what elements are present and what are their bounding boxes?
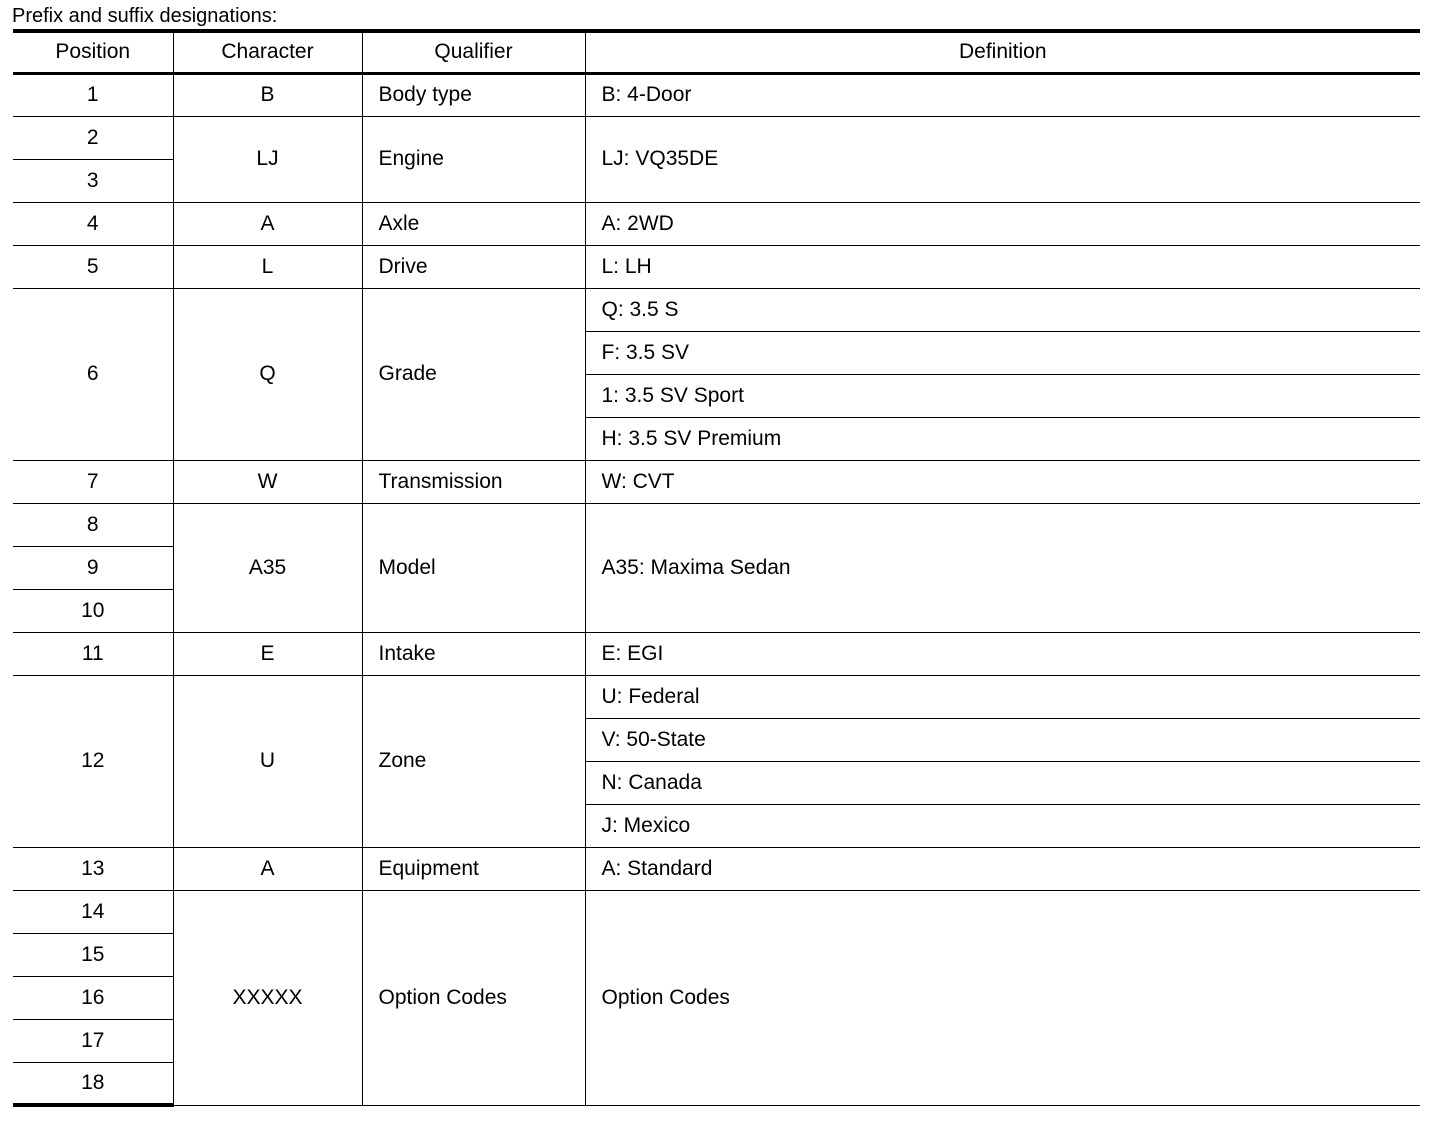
qualifier-cell: Axle	[362, 202, 585, 245]
definition-cell: A35: Maxima Sedan	[585, 503, 1420, 632]
position-cell: 18	[13, 1062, 173, 1105]
qualifier-cell: Drive	[362, 245, 585, 288]
table-row	[13, 503, 1420, 546]
qualifier-cell: Body type	[362, 73, 585, 116]
table-row	[13, 73, 1420, 116]
header-qualifier: Qualifier	[362, 31, 585, 73]
character-cell: E	[173, 632, 362, 675]
character-cell: A	[173, 847, 362, 890]
definition-cell: W: CVT	[585, 460, 1420, 503]
position-cell: 5	[13, 245, 173, 288]
character-cell: A	[173, 202, 362, 245]
table-row	[13, 288, 1420, 331]
definition-cell: U: Federal	[585, 675, 1420, 718]
vin-designation-table	[13, 29, 1420, 1107]
definition-cell: N: Canada	[585, 761, 1420, 804]
position-cell: 4	[13, 202, 173, 245]
qualifier-cell: Intake	[362, 632, 585, 675]
qualifier-cell: Zone	[362, 675, 585, 847]
definition-cell: 1: 3.5 SV Sport	[585, 374, 1420, 417]
header-row	[13, 31, 1420, 73]
table-row	[13, 675, 1420, 718]
qualifier-cell: Grade	[362, 288, 585, 460]
position-cell: 11	[13, 632, 173, 675]
position-cell: 10	[13, 589, 173, 632]
position-cell: 12	[13, 675, 173, 847]
qualifier-cell: Option Codes	[362, 890, 585, 1105]
qualifier-cell: Engine	[362, 116, 585, 202]
table-row	[13, 632, 1420, 675]
definition-cell: V: 50-State	[585, 718, 1420, 761]
qualifier-cell: Equipment	[362, 847, 585, 890]
table-row	[13, 890, 1420, 933]
definition-cell: Q: 3.5 S	[585, 288, 1420, 331]
definition-cell: B: 4-Door	[585, 73, 1420, 116]
definition-cell: H: 3.5 SV Premium	[585, 417, 1420, 460]
position-cell: 7	[13, 460, 173, 503]
qualifier-cell: Model	[362, 503, 585, 632]
character-cell: L	[173, 245, 362, 288]
definition-cell: J: Mexico	[585, 804, 1420, 847]
definition-cell: LJ: VQ35DE	[585, 116, 1420, 202]
position-cell: 15	[13, 933, 173, 976]
definition-cell: L: LH	[585, 245, 1420, 288]
position-cell: 2	[13, 116, 173, 159]
definition-cell: A: Standard	[585, 847, 1420, 890]
character-cell: A35	[173, 503, 362, 632]
table-row	[13, 116, 1420, 159]
definition-cell: F: 3.5 SV	[585, 331, 1420, 374]
character-cell: Q	[173, 288, 362, 460]
position-cell: 6	[13, 288, 173, 460]
definition-cell: Option Codes	[585, 890, 1420, 1105]
character-cell: B	[173, 73, 362, 116]
header-position: Position	[13, 31, 173, 73]
header-definition: Definition	[585, 31, 1420, 73]
character-cell: XXXXX	[173, 890, 362, 1105]
table-row	[13, 460, 1420, 503]
qualifier-cell: Transmission	[362, 460, 585, 503]
character-cell: U	[173, 675, 362, 847]
header-character: Character	[173, 31, 362, 73]
position-cell: 17	[13, 1019, 173, 1062]
definition-cell: A: 2WD	[585, 202, 1420, 245]
table-row	[13, 847, 1420, 890]
character-cell: LJ	[173, 116, 362, 202]
position-cell: 3	[13, 159, 173, 202]
position-cell: 8	[13, 503, 173, 546]
table-row	[13, 245, 1420, 288]
table-caption: Prefix and suffix designations:	[12, 5, 278, 27]
position-cell: 13	[13, 847, 173, 890]
position-cell: 14	[13, 890, 173, 933]
table-row	[13, 202, 1420, 245]
definition-cell: E: EGI	[585, 632, 1420, 675]
table-body	[13, 73, 1420, 1105]
position-cell: 1	[13, 73, 173, 116]
position-cell: 16	[13, 976, 173, 1019]
character-cell: W	[173, 460, 362, 503]
position-cell: 9	[13, 546, 173, 589]
